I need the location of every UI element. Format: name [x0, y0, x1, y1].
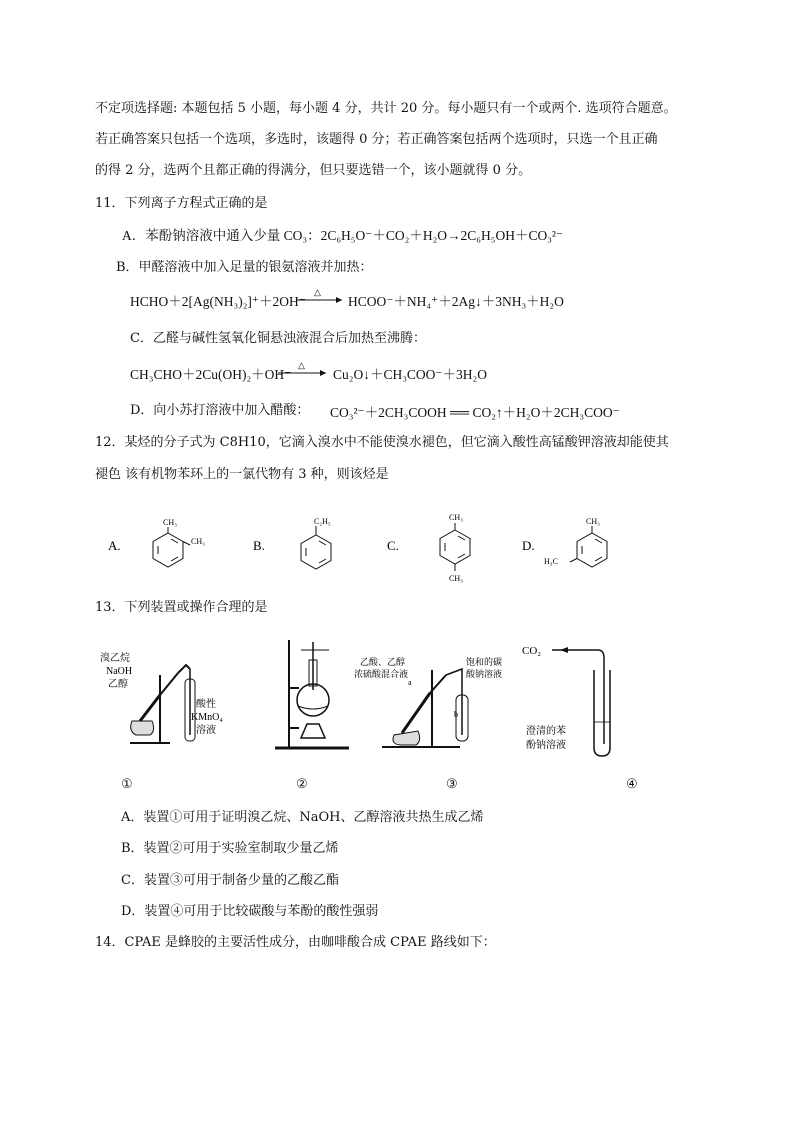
q14-stem: 14．CPAE 是蜂胶的主要活性成分，由咖啡酸合成 CPAE 路线如下：	[95, 935, 496, 950]
substituent: CH₃	[586, 517, 600, 526]
q11-stem: 11．下列离子方程式正确的是	[95, 196, 268, 211]
q11-option-a: A．苯酚钠溶液中通入少量 CO₃：2C₆H₅O⁻＋CO₂＋H₂O→2C₆H₅OH＋CO₃²⁻	[122, 228, 564, 243]
substituent: CH₃	[449, 513, 463, 522]
figure-number-4: ④	[626, 777, 638, 792]
q12-stem-1: 12．某烃的分子式为 C8H10，它滴入溴水中不能使溴水褪色，但它滴入酸性高锰酸钾溶液却能使其	[95, 435, 669, 450]
figure-number-1: ①	[121, 777, 133, 792]
substituent: H₃C	[544, 557, 558, 566]
svg-text:CO₂: CO₂	[522, 645, 542, 657]
apparatus-4	[512, 640, 642, 760]
intro-line-3: 的得 2 分，选两个且都正确的得满分，但只要选错一个，该小题就得 0 分。	[95, 163, 532, 178]
option-b-label: B.	[253, 538, 265, 553]
q13-option-d: D．装置④可用于比较碳酸与苯酚的酸性强弱	[121, 904, 379, 919]
q12-stem-2: 褪色 该有机物苯环上的一氯代物有 3 种，则该烃是	[95, 467, 389, 482]
svg-text:酸性: 酸性	[196, 699, 216, 710]
svg-text:酚钠溶液: 酚钠溶液	[526, 740, 566, 751]
benzene-ring-b	[301, 526, 331, 569]
svg-text:澄清的苯: 澄清的苯	[526, 726, 566, 737]
svg-text:a: a	[408, 678, 412, 687]
svg-text:NaOH: NaOH	[106, 666, 133, 677]
q11-option-d-label: D．向小苏打溶液中加入醋酸：	[130, 403, 310, 418]
figure-number-2: ②	[296, 777, 308, 792]
q11-c-eq-right: Cu₂O↓＋CH₃COO⁻＋3H₂O	[333, 367, 488, 382]
q13-option-a: A．装置①可用于证明溴乙烷、NaOH、乙醇溶液共热生成乙烯	[121, 810, 484, 825]
substituent: CH₃	[449, 574, 463, 583]
svg-text:溴乙烷: 溴乙烷	[100, 653, 130, 664]
apparatus-3	[350, 655, 515, 750]
intro-line-1: 不定项选择题: 本题包括 5 小题，每小题 4 分，共计 20 分。每小题只有一个或两个. 选项符合题意。	[95, 101, 677, 116]
q11-option-c-label: C．乙醛与碱性氢氧化铜悬浊液混合后加热至沸腾：	[130, 331, 426, 346]
substituent: CH₃	[191, 537, 205, 546]
benzene-ring-c	[440, 523, 470, 571]
apparatus-1	[98, 635, 228, 750]
svg-text:乙醇: 乙醇	[108, 679, 128, 690]
svg-text:浓硫酸混合液: 浓硫酸混合液	[354, 669, 409, 679]
substituent: CH₃	[163, 518, 177, 527]
option-a-label: A.	[108, 538, 121, 553]
q11-b-eq-left: HCHO＋2[Ag(NH₃)₂]⁺＋2OH⁻	[130, 294, 306, 309]
svg-text:饱和的碳: 饱和的碳	[466, 657, 503, 667]
option-d-label: D.	[522, 538, 535, 553]
svg-text:KMnO₄: KMnO₄	[191, 712, 223, 723]
heat-symbol: △	[298, 360, 305, 370]
option-c-label: C.	[387, 538, 399, 553]
q12-structures	[100, 505, 660, 585]
intro-line-2: 若正确答案只包括一个选项，多选时，该题得 0 分；若正确答案包括两个选项时，只选一个且正确	[95, 132, 658, 147]
figure-number-3: ③	[446, 777, 458, 792]
q11-d-eq: CO₃²⁻＋2CH₃COOH ══ CO₂↑＋H₂O＋2CH₃COO⁻	[330, 405, 620, 420]
svg-text:溶液: 溶液	[196, 725, 216, 736]
q13-option-b: B．装置②可用于实验室制取少量乙烯	[121, 841, 339, 856]
svg-text:乙酸、乙醇: 乙酸、乙醇	[360, 657, 406, 667]
svg-text:b: b	[454, 710, 458, 719]
q11-option-b-label: B．甲醛溶液中加入足量的银氨溶液并加热：	[116, 260, 373, 275]
benzene-ring-d	[570, 526, 607, 567]
q13-stem: 13．下列装置或操作合理的是	[95, 600, 268, 615]
q11-b-eq-right: HCOO⁻＋NH₄⁺＋2Ag↓＋3NH₃＋H₂O	[348, 294, 564, 309]
q11-c-eq-left: CH₃CHO＋2Cu(OH)₂＋OH⁻	[130, 367, 292, 382]
svg-text:酸钠溶液: 酸钠溶液	[466, 669, 503, 679]
q13-option-c: C．装置③可用于制备少量的乙酸乙酯	[121, 873, 339, 888]
reaction-arrow	[278, 359, 330, 381]
reaction-arrow	[296, 286, 346, 308]
apparatus-2	[265, 632, 355, 754]
substituent: C₂H₅	[314, 517, 331, 526]
heat-symbol: △	[314, 287, 321, 297]
benzene-ring-a	[153, 527, 190, 567]
